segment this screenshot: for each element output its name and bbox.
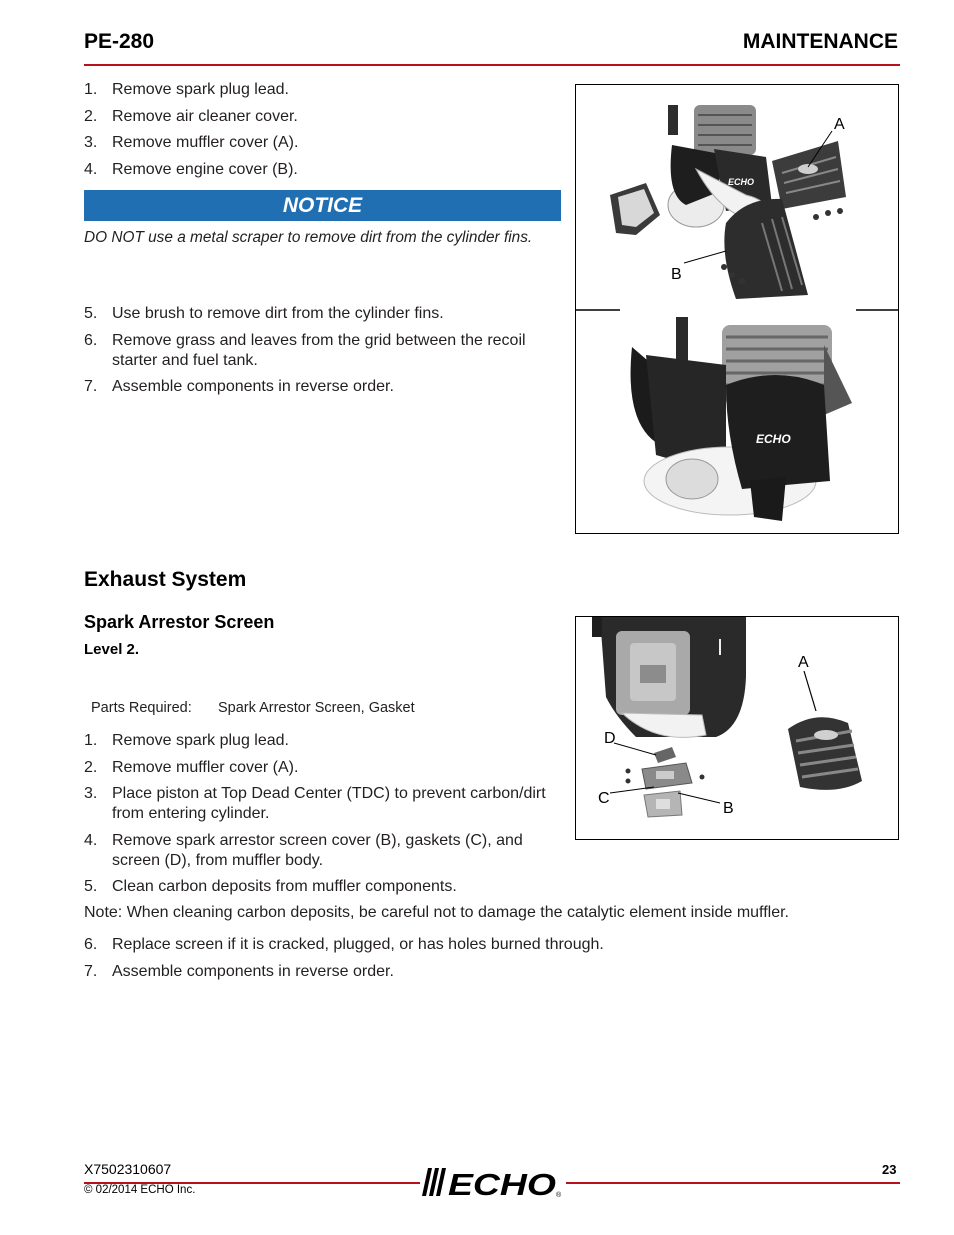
list-item: 4. Remove engine cover (B). — [84, 160, 298, 178]
section-title: MAINTENANCE — [742, 30, 898, 53]
list-item: 5. Clean carbon deposits from muffler components. — [84, 878, 457, 896]
list-item: 5. Use brush to remove dirt from the cylinder fins. — [84, 305, 444, 322]
footer-rule-right — [566, 1182, 900, 1184]
page-number: 23 — [882, 1162, 897, 1177]
list-item: 2. Remove air cleaner cover. — [84, 107, 298, 125]
muffler-cover-icon — [788, 717, 862, 790]
air-cleaner-cover-icon — [610, 183, 660, 235]
list-item: 2. Remove muffler cover (A). — [84, 758, 299, 776]
label-a: A — [798, 654, 809, 671]
list-item: 1. Remove spark plug lead. — [84, 81, 289, 98]
list-item: 3. Remove muffler cover (A). — [84, 134, 299, 152]
list-item: 4. Remove spark arrestor screen cover (B), gaskets (C), and screen (D), from muffler body. — [84, 831, 523, 869]
steps-list-c — [84, 731, 564, 904]
notice-text: DO NOT use a metal scraper to remove dirt from the cylinder fins. — [84, 229, 533, 246]
part-number: X7502310607 — [84, 1161, 172, 1177]
label-a: A — [834, 116, 845, 133]
engine-assembled-icon — [631, 317, 852, 521]
label-d: D — [604, 730, 616, 747]
parts-required-value: Spark Arrestor Screen, Gasket — [218, 700, 415, 716]
list-item: 3. Place piston at Top Dead Center (TDC) to prevent carbon/dirt from entering cylinder. — [84, 785, 546, 823]
muffler-body-icon — [592, 617, 746, 737]
model-title: PE-280 — [84, 30, 155, 53]
engine-illustration — [576, 85, 898, 533]
svg-text:ECHO: ECHO — [756, 432, 791, 446]
subsection-heading: Spark Arrestor Screen — [84, 612, 275, 632]
steps-list-d — [84, 935, 784, 988]
copyright: © 02/2014 ECHO Inc. — [84, 1184, 196, 1196]
engine-figure — [575, 84, 899, 534]
steps-list-b — [84, 304, 564, 404]
list-item: 1. Remove spark plug lead. — [84, 732, 289, 749]
list-item: 6. Remove grass and leaves from the grid between the recoil starter and fuel tank. — [84, 331, 526, 369]
section-heading: Exhaust System — [84, 568, 247, 591]
muffler-illustration — [576, 617, 898, 839]
header-rule — [84, 64, 900, 66]
muffler-figure — [575, 616, 899, 840]
svg-text:ECHO: ECHO — [448, 1167, 556, 1200]
muffler-cover-icon — [772, 141, 846, 209]
svg-text:®: ® — [556, 1192, 562, 1199]
note-text: Note: When cleaning carbon deposits, be careful not to damage the catalytic element inside muffler. — [84, 904, 789, 921]
engine-cover-icon — [724, 199, 808, 299]
svg-text:ECHO: ECHO — [728, 177, 755, 187]
notice-banner: NOTICE — [84, 190, 561, 221]
arrestor-cover-icon — [642, 763, 692, 817]
label-c: C — [598, 790, 610, 807]
list-item: 7. Assemble components in reverse order. — [84, 378, 394, 396]
label-b: B — [723, 800, 734, 817]
list-item: 7. Assemble components in reverse order. — [84, 962, 394, 980]
footer-rule-left — [84, 1182, 420, 1184]
label-b: B — [671, 266, 682, 283]
parts-required-label: Parts Required: — [91, 700, 192, 716]
screen-icon — [654, 747, 676, 763]
steps-list-a — [84, 80, 564, 186]
level-label: Level 2. — [84, 641, 140, 658]
list-item: 6. Replace screen if it is cracked, plugged, or has holes burned through. — [84, 936, 604, 953]
echo-logo — [422, 1166, 562, 1200]
